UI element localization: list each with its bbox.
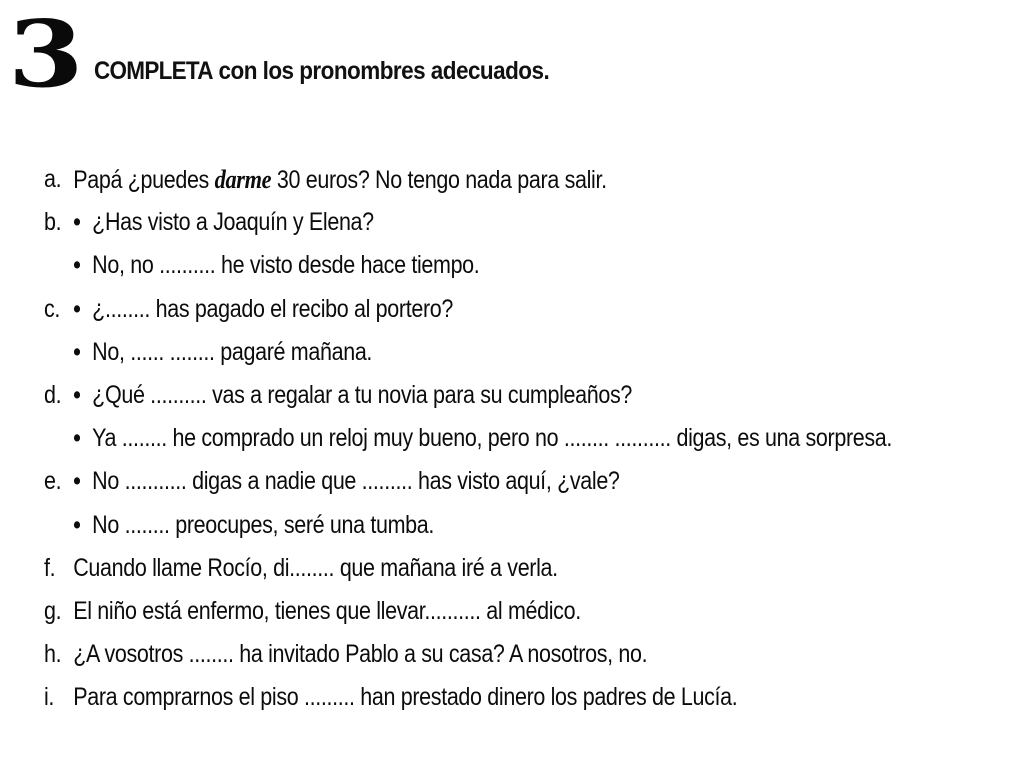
item-text: Cuando llame Rocío, di........ que mañana iré a verla.	[73, 553, 558, 582]
item-g	[44, 590, 883, 633]
exercise-header	[8, 0, 600, 108]
item-letter: a.	[44, 165, 62, 193]
item-letter: f.	[44, 553, 56, 582]
exercise-instruction	[94, 56, 549, 86]
bullet-icon: •	[73, 251, 81, 280]
item-letter: i.	[44, 683, 55, 712]
bullet-icon: •	[73, 467, 81, 496]
exercise-number: 3	[8, 0, 79, 108]
item-text: Ya ........ he comprado un reloj muy bueno, pero no ........ .......... digas, es una sorpresa.	[92, 424, 893, 453]
item-text: Para comprarnos el piso ......... han prestado dinero los padres de Lucía.	[73, 683, 738, 712]
item-text: ¿........ has pagado el recibo al portero?	[92, 294, 453, 323]
bullet-icon: •	[73, 294, 81, 323]
item-d-line-2	[44, 417, 893, 460]
item-c-line-2	[44, 331, 883, 374]
item-c-line-1	[44, 288, 883, 331]
item-e-line-1	[44, 460, 883, 503]
item-letter: c.	[44, 294, 61, 323]
item-h	[44, 633, 883, 676]
item-b-line-2	[44, 244, 883, 287]
bullet-icon: •	[73, 337, 81, 366]
item-text: No, ...... ........ pagaré mañana.	[92, 337, 373, 366]
item-text-part: Papá ¿puedes	[73, 166, 215, 194]
item-b-line-1	[44, 201, 883, 244]
emphasized-word: darme	[214, 165, 272, 194]
item-text	[73, 158, 606, 201]
bullet-icon: •	[73, 380, 81, 409]
item-f	[44, 547, 883, 590]
item-letter: b.	[44, 208, 62, 237]
item-text: El niño está enfermo, tienes que llevar.......... al médico.	[73, 596, 581, 625]
bullet-icon: •	[73, 424, 81, 453]
item-d-line-1	[44, 374, 883, 417]
item-a	[44, 158, 883, 201]
item-text: ¿A vosotros ........ ha invitado Pablo a su casa? A nosotros, no.	[73, 640, 648, 669]
instruction-keyword: COMPLETA	[94, 57, 213, 85]
item-text: ¿Qué .......... vas a regalar a tu novia para su cumpleaños?	[92, 380, 633, 409]
bullet-icon: •	[73, 208, 81, 237]
item-letter: h.	[44, 640, 62, 669]
item-i	[44, 676, 883, 719]
item-letter: d.	[44, 380, 62, 409]
item-text: No ........... digas a nadie que ......... has visto aquí, ¿vale?	[92, 467, 620, 496]
item-text: No ........ preocupes, seré una tumba.	[92, 510, 435, 539]
instruction-text: con los pronombres adecuados.	[212, 57, 550, 85]
exercise-list	[44, 158, 1019, 719]
bullet-icon: •	[73, 510, 81, 539]
item-text: ¿Has visto a Joaquín y Elena?	[92, 208, 374, 237]
item-letter: g.	[44, 596, 62, 625]
item-text: No, no .......... he visto desde hace tiempo.	[92, 251, 480, 280]
item-letter: e.	[44, 467, 62, 496]
item-text-part: 30 euros? No tengo nada para salir.	[271, 166, 607, 194]
item-e-line-2	[44, 504, 883, 547]
